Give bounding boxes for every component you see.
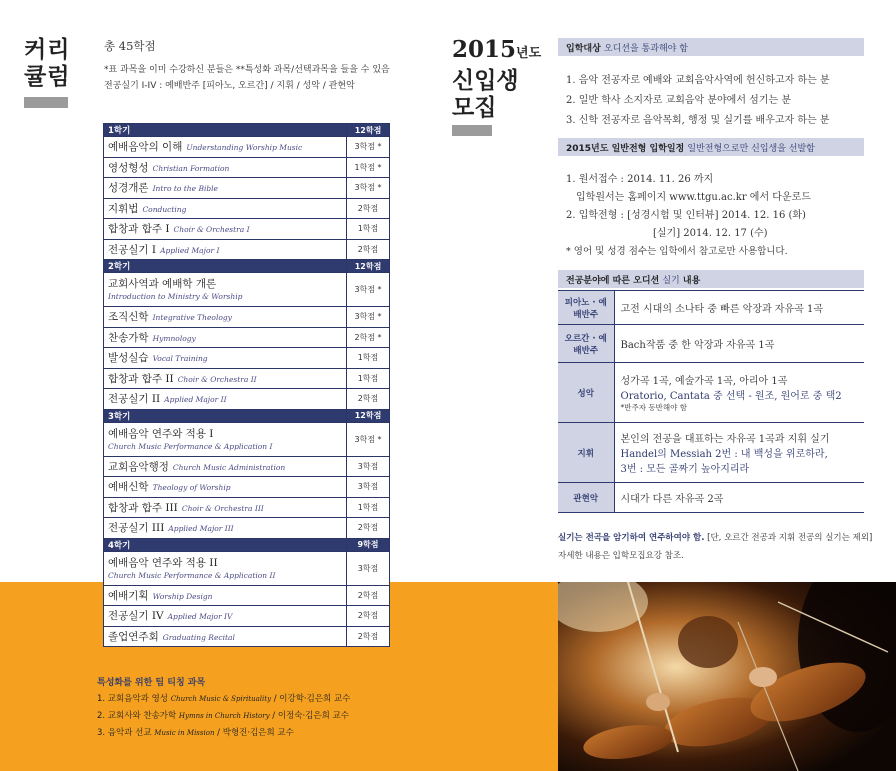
course-row bbox=[104, 518, 390, 539]
course-english-name: Choir & Orchestra III bbox=[181, 503, 264, 513]
course-name-cell bbox=[104, 389, 347, 410]
schedule-line: [실기] 2014. 12. 17 (수) bbox=[653, 228, 768, 239]
course-english-name: Choir & Orchestra I bbox=[173, 225, 250, 235]
team-teaching-item bbox=[97, 709, 349, 721]
audition-category: 관현악 bbox=[558, 483, 614, 513]
total-credits: 총 45학점 bbox=[104, 39, 156, 53]
semester-label: 2학기 bbox=[104, 260, 347, 273]
course-row bbox=[104, 606, 390, 627]
course-row bbox=[104, 273, 390, 307]
team-item-prof: / 이강학·김은희 교수 bbox=[273, 694, 351, 704]
course-korean-name: 교회음악행정 bbox=[108, 460, 169, 473]
course-korean-name: 발성실습 bbox=[108, 352, 149, 365]
course-row bbox=[104, 626, 390, 647]
note-starred-courses: *표 과목을 이미 수강하신 분들은 **특성화 과목/선택과목을 들을 수 있음 bbox=[104, 65, 390, 75]
course-row bbox=[104, 497, 390, 518]
schedule-line: 2. 입학전형 : [성경시험 및 인터뷰] 2014. 12. 16 (화) bbox=[566, 210, 806, 221]
course-row bbox=[104, 348, 390, 369]
course-name-cell bbox=[104, 198, 347, 219]
course-credit: 3학점 bbox=[347, 551, 390, 585]
course-english-name: Applied Major I bbox=[160, 245, 220, 255]
course-korean-name: 지휘법 bbox=[108, 202, 139, 215]
audition-requirement-line: Handel의 Messiah 2번 : 내 백성을 위로하라, bbox=[620, 449, 828, 460]
course-row bbox=[104, 368, 390, 389]
semester-credits: 9학점 bbox=[347, 538, 390, 551]
course-row bbox=[104, 219, 390, 240]
audition-requirements bbox=[614, 483, 864, 513]
course-name-cell bbox=[104, 273, 347, 307]
course-korean-name: 예배신학 bbox=[108, 481, 149, 494]
audition-requirement-line: *반주자 동반해야 함 bbox=[620, 403, 687, 412]
team-item-prof: / 이정숙·김은희 교수 bbox=[272, 711, 349, 721]
audition-row bbox=[558, 483, 864, 513]
audition-row bbox=[558, 423, 864, 483]
audition-category: 지휘 bbox=[558, 423, 614, 483]
audition-requirement-line: Bach작품 중 한 악장과 자유곡 1곡 bbox=[620, 340, 775, 351]
course-row bbox=[104, 551, 390, 585]
course-row bbox=[104, 327, 390, 348]
course-row bbox=[104, 477, 390, 498]
schedule-line: 입학원서는 홈페이지 www.ttgu.ac.kr 에서 다운로드 bbox=[576, 192, 811, 203]
team-item-en: Music in Mission bbox=[154, 729, 215, 737]
admission-guide-note: 자세한 내용은 입학모집요강 참조. bbox=[558, 551, 684, 561]
course-name-cell bbox=[104, 585, 347, 606]
course-korean-name: 졸업연주회 bbox=[108, 630, 159, 643]
course-name-cell bbox=[104, 239, 347, 260]
curriculum-title: 커리 큘럼 bbox=[24, 36, 71, 90]
schedule-header: 2015년도 일반전형 입학일정 일반전형으로만 신입생을 선발함 bbox=[558, 138, 864, 156]
course-name-cell bbox=[104, 307, 347, 328]
team-item-ko: 2. 교회사와 찬송가학 bbox=[97, 711, 177, 721]
course-credit: 1학점 bbox=[347, 348, 390, 369]
audition-memorize-note: 실기는 전곡을 암기하여 연주하여야 함. [단, 오르간 전공과 지휘 전공의 실기는 제외] bbox=[558, 533, 873, 543]
course-english-name: Understanding Worship Music bbox=[186, 143, 303, 153]
course-korean-name: 전공실기 II bbox=[108, 393, 161, 406]
audition-header: 전공분야에 따른 오디션 실기 내용 bbox=[558, 270, 864, 288]
audition-requirements bbox=[614, 423, 864, 483]
admission-target-item: 1. 음악 전공자로 예배와 교회음악사역에 헌신하고자 하는 분 bbox=[566, 75, 830, 86]
admission-title: 2015년도 신입생 모집 bbox=[452, 36, 542, 121]
course-korean-name: 교회사역과 예배학 개론 bbox=[108, 278, 217, 290]
course-korean-name: 합창과 합주 II bbox=[108, 372, 174, 385]
course-name-cell bbox=[104, 157, 347, 178]
audition-category: 오르간 · 예배반주 bbox=[558, 325, 614, 363]
team-teaching-title: 특성화를 위한 팀 티칭 과목 bbox=[97, 678, 206, 688]
semester-label: 4학기 bbox=[104, 538, 347, 551]
audition-requirement-line: 본인의 전공을 대표하는 자유곡 1곡과 지휘 실기 bbox=[620, 434, 830, 445]
course-credit: 3학점 * bbox=[347, 178, 390, 199]
course-korean-name: 찬송가학 bbox=[108, 331, 149, 344]
audition-requirements bbox=[614, 363, 864, 423]
course-credit: 1학점 bbox=[347, 219, 390, 240]
course-row bbox=[104, 307, 390, 328]
course-name-cell bbox=[104, 518, 347, 539]
audition-table bbox=[558, 290, 864, 513]
semester-header-row bbox=[104, 124, 390, 137]
audition-requirement-line: 3번 : 모든 골짜기 높아지리라 bbox=[620, 464, 750, 475]
course-credit: 3학점 * bbox=[347, 422, 390, 456]
semester-header-row bbox=[104, 260, 390, 273]
course-english-name: Church Music Administration bbox=[172, 462, 286, 472]
semester-credits: 12학점 bbox=[347, 409, 390, 422]
course-english-name: Applied Major II bbox=[164, 395, 227, 405]
course-credit: 3학점 bbox=[347, 477, 390, 498]
course-english-name: Worship Design bbox=[152, 591, 213, 601]
course-row bbox=[104, 198, 390, 219]
course-name-cell bbox=[104, 456, 347, 477]
course-credit: 2학점 bbox=[347, 198, 390, 219]
team-item-prof: / 박형진·김은희 교수 bbox=[217, 728, 294, 738]
course-credit: 1학점 * bbox=[347, 157, 390, 178]
course-english-name: Choir & Orchestra II bbox=[177, 374, 257, 384]
course-credit: 3학점 * bbox=[347, 273, 390, 307]
course-row bbox=[104, 239, 390, 260]
course-english-name: Graduating Recital bbox=[162, 632, 235, 642]
course-english-name: Vocal Training bbox=[152, 354, 208, 364]
course-korean-name: 합창과 합주 I bbox=[108, 223, 170, 236]
course-korean-name: 예배음악 연주와 적용 I bbox=[108, 427, 214, 440]
orchestra-photo bbox=[558, 582, 896, 771]
course-name-cell bbox=[104, 137, 347, 158]
course-name-cell bbox=[104, 626, 347, 647]
course-name-cell bbox=[104, 606, 347, 627]
course-korean-name: 합창과 합주 III bbox=[108, 501, 178, 514]
course-credit: 2학점 * bbox=[347, 327, 390, 348]
course-credit: 2학점 bbox=[347, 389, 390, 410]
course-credit: 2학점 bbox=[347, 239, 390, 260]
audition-row bbox=[558, 291, 864, 325]
admission-target-item: 2. 일반 학사 소지자로 교회음악 분야에서 섬기는 분 bbox=[566, 95, 791, 106]
course-name-cell bbox=[104, 368, 347, 389]
course-korean-name: 예배음악 연주와 적용 II bbox=[108, 556, 218, 569]
course-row bbox=[104, 456, 390, 477]
course-korean-name: 조직신학 bbox=[108, 311, 149, 324]
course-credit: 3학점 * bbox=[347, 307, 390, 328]
semester-label: 3학기 bbox=[104, 409, 347, 422]
audition-category: 피아노 · 예배반주 bbox=[558, 291, 614, 325]
course-english-name: Introduction to Ministry & Worship bbox=[108, 292, 243, 301]
course-name-cell bbox=[104, 327, 347, 348]
team-item-en: Hymns in Church History bbox=[178, 712, 270, 720]
course-credit: 1학점 bbox=[347, 497, 390, 518]
course-korean-name: 성경개론 bbox=[108, 182, 149, 195]
semester-label: 1학기 bbox=[104, 124, 347, 137]
audition-row bbox=[558, 325, 864, 363]
course-name-cell bbox=[104, 348, 347, 369]
course-credit: 2학점 bbox=[347, 626, 390, 647]
course-name-cell bbox=[104, 477, 347, 498]
course-korean-name: 전공실기 IV bbox=[108, 610, 164, 623]
audition-requirement-line: 고전 시대의 소나타 중 빠른 악장과 자유곡 1곡 bbox=[620, 304, 823, 315]
audition-requirement-line: 성가곡 1곡, 예술가곡 1곡, 아리아 1곡 bbox=[620, 376, 788, 387]
violin-players-image bbox=[558, 582, 896, 771]
team-item-ko: 1. 교회음악과 영성 bbox=[97, 694, 168, 704]
audition-requirements bbox=[614, 291, 864, 325]
course-credit: 2학점 bbox=[347, 606, 390, 627]
audition-requirement-line: Oratorio, Cantata 중 선택 - 원조, 원어로 중 택2 bbox=[620, 391, 842, 402]
course-english-name: Theology of Worship bbox=[152, 483, 231, 493]
course-name-cell bbox=[104, 178, 347, 199]
course-english-name: Church Music Performance & Application I bbox=[108, 441, 273, 451]
course-english-name: Christian Formation bbox=[152, 163, 230, 173]
course-name-cell bbox=[104, 422, 347, 456]
schedule-line: * 영어 및 성경 점수는 입학에서 참고로만 사용합니다. bbox=[566, 246, 788, 257]
audition-category: 성악 bbox=[558, 363, 614, 423]
course-name-cell bbox=[104, 497, 347, 518]
course-korean-name: 전공실기 I bbox=[108, 243, 157, 256]
schedule-line: 1. 원서접수 : 2014. 11. 26 까지 bbox=[566, 174, 714, 185]
audition-row bbox=[558, 363, 864, 423]
course-credit: 3학점 * bbox=[347, 137, 390, 158]
course-korean-name: 예배음악의 이해 bbox=[108, 141, 183, 154]
course-korean-name: 전공실기 III bbox=[108, 522, 165, 535]
semester-header-row bbox=[104, 409, 390, 422]
course-row bbox=[104, 137, 390, 158]
curriculum-title-bar bbox=[24, 97, 68, 108]
course-credit: 2학점 bbox=[347, 518, 390, 539]
target-header: 입학대상 오디션을 통과해야 함 bbox=[558, 38, 864, 56]
admission-title-bar bbox=[452, 125, 492, 136]
course-english-name: Intro to the Bible bbox=[152, 184, 218, 194]
course-row bbox=[104, 422, 390, 456]
course-row bbox=[104, 389, 390, 410]
course-credit: 1학점 bbox=[347, 368, 390, 389]
team-item-ko: 3. 음악과 선교 bbox=[97, 728, 152, 738]
course-english-name: Applied Major IV bbox=[167, 612, 233, 622]
course-english-name: Hymnology bbox=[152, 333, 196, 343]
semester-credits: 12학점 bbox=[347, 124, 390, 137]
course-english-name: Applied Major III bbox=[168, 524, 234, 534]
semester-credits: 12학점 bbox=[347, 260, 390, 273]
admission-target-item: 3. 신학 전공자로 음악목회, 행정 및 실기를 배우고자 하는 분 bbox=[566, 115, 830, 126]
curriculum-table bbox=[103, 123, 390, 647]
course-korean-name: 예배기획 bbox=[108, 589, 149, 602]
team-teaching-item bbox=[97, 726, 294, 738]
course-credit: 2학점 bbox=[347, 585, 390, 606]
course-name-cell bbox=[104, 551, 347, 585]
course-row bbox=[104, 178, 390, 199]
audition-requirement-line: 시대가 다른 자유곡 2곡 bbox=[620, 494, 724, 505]
note-applied-major: 전공실기 I-IV : 예배반주 [피아노, 오르간] / 지휘 / 성악 / 관현악 bbox=[104, 81, 355, 91]
course-english-name: Church Music Performance & Application II bbox=[108, 570, 276, 580]
course-row bbox=[104, 585, 390, 606]
team-item-en: Church Music & Spirituality bbox=[170, 695, 272, 703]
team-teaching-item bbox=[97, 692, 350, 704]
course-row bbox=[104, 157, 390, 178]
course-korean-name: 영성형성 bbox=[108, 161, 149, 174]
audition-requirements bbox=[614, 325, 864, 363]
semester-header-row bbox=[104, 538, 390, 551]
course-english-name: Integrative Theology bbox=[152, 313, 232, 323]
course-name-cell bbox=[104, 219, 347, 240]
course-credit: 3학점 bbox=[347, 456, 390, 477]
course-english-name: Conducting bbox=[142, 204, 187, 214]
